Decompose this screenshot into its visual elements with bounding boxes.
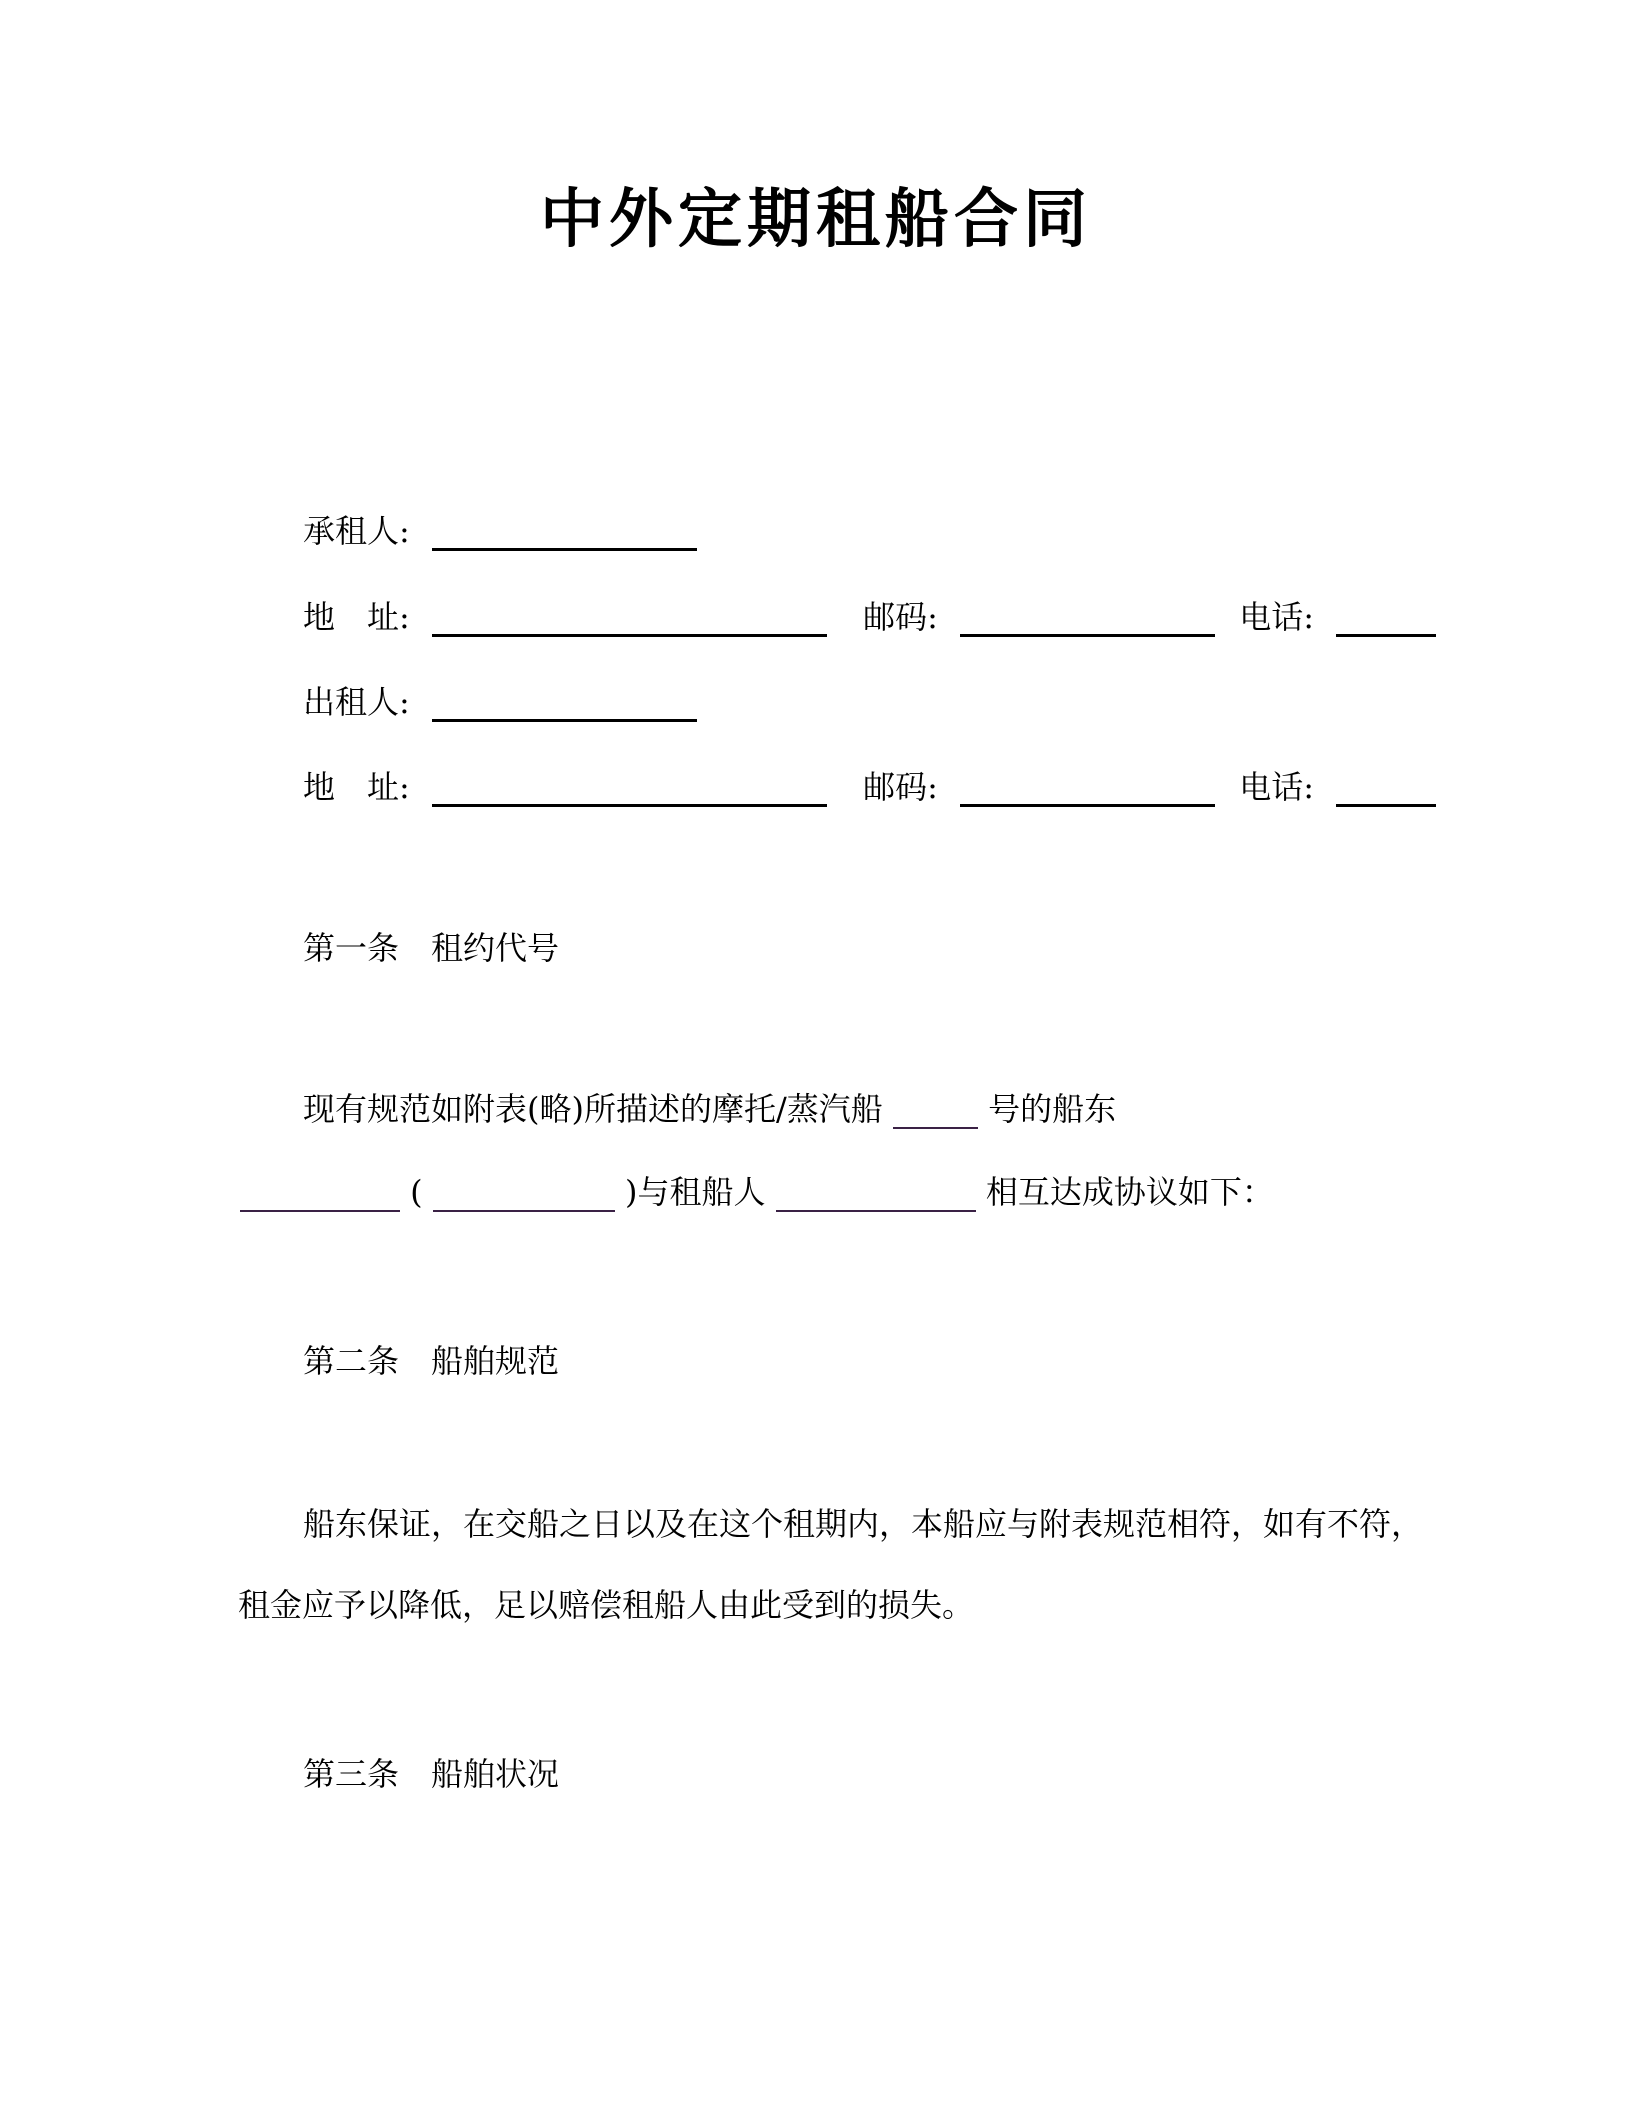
article1-paragraph-line2	[240, 1169, 1274, 1215]
vessel-number-blank	[893, 1093, 978, 1129]
document-title: 中外定期租船合同	[540, 183, 1092, 257]
article2-paragraph-line2: 租金应予以降低，足以赔偿租船人由此受到的损失。	[238, 1586, 975, 1624]
article1-agreement-tail-text: 相互达成协议如下：	[985, 1173, 1274, 1211]
address-label: 地 址:	[303, 598, 410, 636]
phone-label: 电话:	[1239, 598, 1315, 636]
lessor-name-blank	[432, 685, 697, 722]
lessor-postcode-blank	[960, 770, 1215, 807]
article2-paragraph-line1: 船东保证，在交船之日以及在这个租期内，本船应与附表规范相符，如有不符，	[303, 1505, 1424, 1543]
charterer-name-blank	[432, 514, 697, 551]
postcode-label: 邮码:	[863, 768, 938, 806]
charterer-label: 承租人:	[303, 512, 410, 550]
article1-heading: 第一条 租约代号	[303, 929, 560, 967]
shipowner-name-blank	[240, 1176, 400, 1212]
charterer-row	[303, 508, 697, 554]
lessor-row	[303, 679, 697, 725]
phone-label: 电话:	[1239, 768, 1315, 806]
charterer-postcode-blank	[960, 600, 1215, 637]
article2-heading: 第二条 船舶规范	[303, 1342, 560, 1380]
article1-paragraph-line1	[303, 1086, 1116, 1132]
lessor-address-row	[303, 764, 1436, 810]
lessor-address-blank	[432, 770, 827, 807]
lessor-label: 出租人:	[303, 683, 410, 721]
charterer-address-row	[303, 594, 1436, 640]
lessor-phone-blank	[1336, 770, 1436, 807]
paren-close-and-charterer-text: )与租船人	[625, 1173, 766, 1211]
paren-open: (	[410, 1173, 423, 1211]
article3-heading: 第三条 船舶状况	[303, 1755, 560, 1793]
article1-text-after-vessel-blank: 号的船东	[988, 1090, 1117, 1128]
address-label: 地 址:	[303, 768, 410, 806]
charter-party-name-blank	[776, 1176, 976, 1212]
postcode-label: 邮码:	[863, 598, 938, 636]
shipowner-detail-blank	[433, 1176, 615, 1212]
charterer-address-blank	[432, 600, 827, 637]
charterer-phone-blank	[1336, 600, 1436, 637]
article1-text-before-vessel-blank: 现有规范如附表(略)所描述的摩托/蒸汽船	[303, 1090, 883, 1128]
